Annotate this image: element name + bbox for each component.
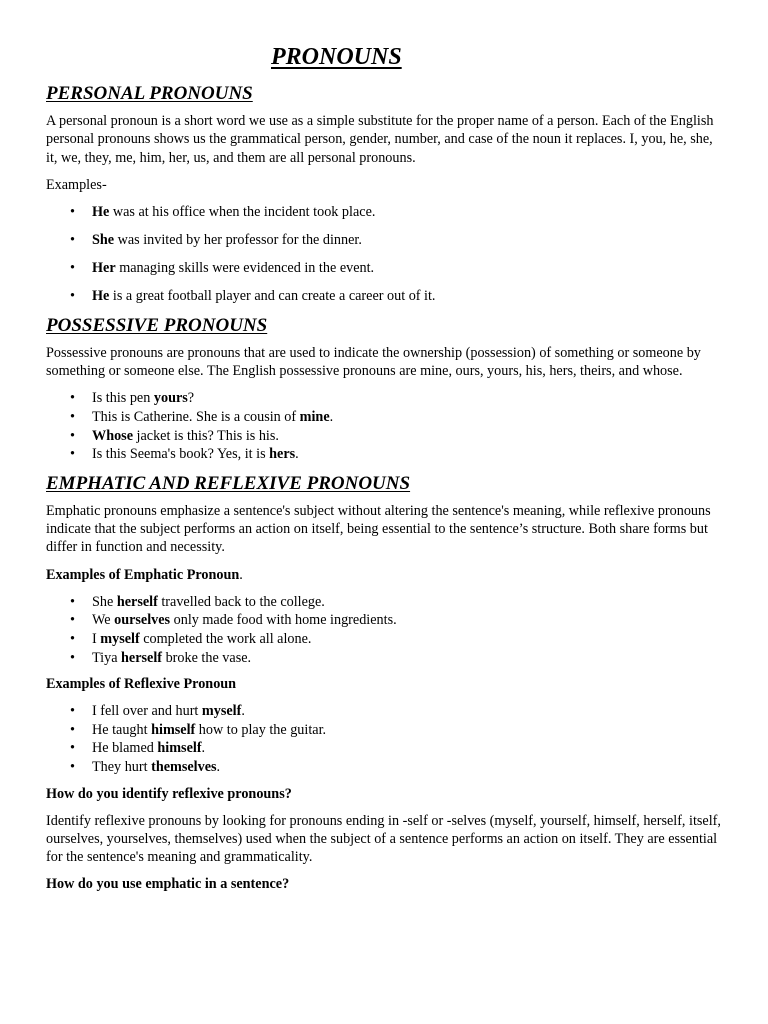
example-text: I <box>92 630 101 647</box>
pronoun-bold: herself <box>121 649 163 666</box>
bullet-icon: • <box>70 612 75 629</box>
list-item <box>70 203 722 221</box>
bullet-icon: • <box>70 231 75 248</box>
list-item <box>70 593 722 612</box>
bullet-icon: • <box>70 649 75 666</box>
example-text: He blamed <box>92 740 158 757</box>
example-text: how to play the guitar. <box>195 721 327 738</box>
pronoun-bold: Her <box>92 259 116 276</box>
list-item <box>70 427 722 446</box>
bullet-icon: • <box>70 259 75 276</box>
example-text: This is Catherine. She is a cousin of <box>92 409 300 426</box>
emphatic-examples-label <box>46 566 722 584</box>
list-item <box>70 739 722 758</box>
example-text: . <box>201 740 206 757</box>
list-item <box>70 231 722 249</box>
pronoun-bold: She <box>92 231 115 248</box>
emphatic-reflexive-paragraph: Emphatic pronouns emphasize a sentence's subject without altering the sentence's meaning, while reflexive pronouns indicate that the subject performs an action on itself, being essential to the sentence’s structure. Both share forms but differ in function and necessity. <box>46 502 711 556</box>
personal-examples-label: Examples- <box>46 176 107 193</box>
list-item <box>70 389 722 408</box>
pronoun-bold: Whose <box>92 427 133 444</box>
reflexive-examples-list <box>46 702 722 776</box>
question-identify-reflexive: How do you identify reflexive pronouns? <box>46 785 292 802</box>
pronoun-bold: mine <box>299 409 330 426</box>
example-text: He taught <box>92 721 152 738</box>
pronoun-bold: themselves <box>151 758 217 775</box>
answer-identify-reflexive: Identify reflexive pronouns by looking for pronouns ending in -self or -selves (myself, yourself, himself, herself, itself, ourselves, yourselves, themselves) used when the subject of a sentence performs an action on itself. They are essential for the sentence's meaning and grammaticality. <box>46 812 721 866</box>
example-text: travelled back to the college. <box>157 593 325 610</box>
pronoun-bold: himself <box>157 740 202 757</box>
example-text: . <box>295 446 299 463</box>
example-text: I fell over and hurt <box>92 703 202 720</box>
bullet-icon: • <box>70 758 75 775</box>
list-item <box>70 445 722 464</box>
example-text: Is this Seema's book? Yes, it is <box>92 446 270 463</box>
example-text: Is this pen <box>92 390 154 407</box>
bullet-icon: • <box>70 203 75 220</box>
example-text: jacket is this? This is his. <box>133 427 279 444</box>
list-item <box>70 758 722 777</box>
example-text: only made food with home ingredients. <box>170 612 397 629</box>
example-text: was at his office when the incident took place. <box>109 203 376 220</box>
pronoun-bold: hers <box>269 446 296 463</box>
example-text: was invited by her professor for the dinner. <box>114 231 362 248</box>
bullet-icon: • <box>70 427 75 444</box>
example-text: We <box>92 612 115 629</box>
document-title: PRONOUNS <box>271 44 402 70</box>
list-item <box>70 721 722 740</box>
bullet-icon: • <box>70 287 75 304</box>
example-text: broke the vase. <box>162 649 252 666</box>
question-use-emphatic: How do you use emphatic in a sentence? <box>46 876 290 893</box>
bullet-icon: • <box>70 630 75 647</box>
bullet-icon: • <box>70 390 75 407</box>
personal-pronouns-heading: PERSONAL PRONOUNS <box>46 83 253 104</box>
list-item <box>70 702 722 721</box>
bullet-icon: • <box>70 593 75 610</box>
pronoun-bold: himself <box>151 721 196 738</box>
example-text: . <box>241 703 245 720</box>
bullet-icon: • <box>70 409 75 426</box>
example-text: is a great football player and can create a career out of it. <box>109 287 436 304</box>
example-text: completed the work all alone. <box>139 630 312 647</box>
possessive-pronouns-heading: POSSESSIVE PRONOUNS <box>46 314 268 336</box>
list-item <box>70 649 722 668</box>
list-item <box>70 287 722 305</box>
reflexive-examples-label: Examples of Reflexive Pronoun <box>46 676 237 693</box>
example-text: managing skills were evidenced in the event. <box>115 259 375 276</box>
list-item <box>70 408 722 427</box>
pronoun-bold: yours <box>153 390 188 407</box>
pronoun-bold: herself <box>116 593 158 610</box>
pronoun-bold: He <box>92 203 110 220</box>
possessive-pronouns-paragraph: Possessive pronouns are pronouns that are used to indicate the ownership (possession) of something or someone by something or someone else. The English possessive pronouns are mine, ours, yours, his, hers, theirs, and whose. <box>46 344 701 380</box>
emphatic-reflexive-heading: EMPHATIC AND REFLEXIVE PRONOUNS <box>46 472 411 494</box>
list-item <box>70 611 722 630</box>
bullet-icon: • <box>70 740 75 757</box>
bullet-icon: • <box>70 721 75 738</box>
emphatic-label-text: Examples of Emphatic Pronoun <box>46 566 240 583</box>
example-text: . <box>216 758 221 775</box>
emphatic-examples-list <box>46 593 722 667</box>
example-text: . <box>329 409 334 426</box>
example-text: She <box>92 593 117 610</box>
example-text: ? <box>187 390 195 407</box>
bullet-icon: • <box>70 703 75 720</box>
list-item <box>70 259 722 277</box>
possessive-examples-list <box>46 389 722 463</box>
pronoun-bold: He <box>92 287 110 304</box>
example-text: Tiya <box>92 649 122 666</box>
personal-examples-list <box>46 203 722 305</box>
pronoun-bold: myself <box>201 703 242 720</box>
personal-pronouns-paragraph: A personal pronoun is a short word we use as a simple substitute for the proper name of a person. Each of the English personal pronouns shows us the grammatical person, gender, number, and case of the noun it replaces. I, you, he, she, it, we, they, me, him, her, us, and them are all personal pronouns. <box>46 113 714 166</box>
document-page <box>46 42 722 902</box>
example-text: They hurt <box>92 758 152 775</box>
bullet-icon: • <box>70 446 75 463</box>
emphatic-label-suffix: . <box>239 566 243 583</box>
pronoun-bold: ourselves <box>114 612 171 629</box>
list-item <box>70 630 722 649</box>
pronoun-bold: myself <box>100 630 140 647</box>
